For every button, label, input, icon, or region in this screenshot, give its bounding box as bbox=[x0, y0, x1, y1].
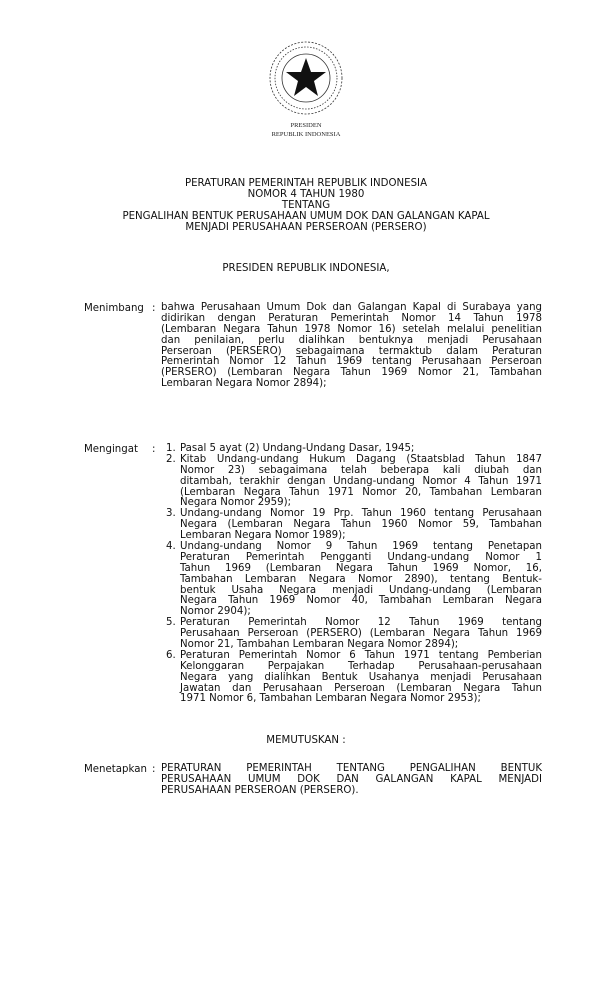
text-line: (Lembaran Negara Tahun 1978 Nomor 16) setelah melalui penelitian bbox=[161, 323, 542, 335]
text-line: Peraturan Pemerintah Nomor 6 Tahun 1971 tentang Pemberian bbox=[180, 649, 542, 661]
text-line: (Lembaran Negara Tahun 1971 Nomor 20, Tambahan Lembaran bbox=[180, 486, 542, 498]
text-line: ditambah, terakhir dengan Undang-undang Nomor 4 Tahun 1971 bbox=[180, 475, 542, 487]
text-line: Peraturan Pemerintah Nomor 12 Tahun 1969 tentang bbox=[180, 617, 542, 629]
seal-caption bbox=[0, 121, 612, 139]
text-line: (PERSERO) (Lembaran Negara Tahun 1969 Nomor 21, Tambahan bbox=[161, 367, 542, 379]
text-line: Perusahaan Perseroan (PERSERO) (Lembaran Negara Tahun 1969 bbox=[180, 628, 542, 640]
text-line: Negara Tahun 1969 Nomor 40, Tambahan Lembaran Negara bbox=[180, 595, 542, 607]
text-line: Perseroan (PERSERO) sebagaimana termaktub dalam Peraturan bbox=[161, 345, 542, 357]
list-number: 4. bbox=[166, 541, 176, 553]
text-line: Lembaran Negara Nomor 2894); bbox=[161, 378, 327, 390]
seal-line-1: PRESIDEN bbox=[290, 122, 322, 129]
text-line: Pasal 5 ayat (2) Undang-Undang Dasar, 1945; bbox=[180, 443, 415, 454]
mengingat-list bbox=[161, 444, 542, 705]
list-item bbox=[161, 509, 542, 542]
list-number: 3. bbox=[166, 508, 176, 520]
text-line: Nomor 21, Tambahan Lembaran Negara Nomor 2894); bbox=[180, 639, 459, 651]
menetapkan-text bbox=[161, 764, 542, 797]
title-line: NOMOR 4 TAHUN 1980 bbox=[247, 189, 365, 200]
memutuskan-heading: MEMUTUSKAN : bbox=[266, 735, 346, 746]
text-line: Negara Nomor 2959); bbox=[180, 497, 292, 509]
text-line: Lembaran Negara Nomor 1989); bbox=[180, 530, 346, 542]
garuda-emblem-icon bbox=[266, 38, 346, 118]
title-line: PERATURAN PEMERINTAH REPUBLIK INDONESIA bbox=[184, 178, 428, 189]
list-item bbox=[161, 651, 542, 705]
text-line: 1971 Nomor 6, Tambahan Lembaran Negara Nomor 2953); bbox=[180, 693, 481, 705]
text-line: bahwa Perusahaan Umum Dok dan Galangan Kapal di Surabaya yang bbox=[161, 302, 542, 313]
text-line: Jawatan dan Perusahaan Perseroan (Lembaran Negara Tahun bbox=[180, 682, 542, 694]
text-line: didirikan dengan Peraturan Pemerintah Nomor 14 Tahun 1978 bbox=[161, 312, 542, 324]
text-line: Nomor 23) sebagaimana telah beberapa kali diubah dan bbox=[180, 464, 542, 476]
text-line: PERATURAN PEMERINTAH TENTANG PENGALIHAN BENTUK bbox=[161, 763, 542, 774]
text-line: Kelonggaran Perpajakan Terhadap Perusahaan-perusahaan bbox=[180, 660, 542, 672]
menetapkan-colon: : bbox=[152, 764, 156, 775]
text-line: Tambahan Lembaran Negara Nomor 2890), tentang Bentuk- bbox=[180, 573, 542, 585]
president-heading: PRESIDEN REPUBLIK INDONESIA, bbox=[222, 263, 390, 274]
title-line: MENJADI PERUSAHAAN PERSEROAN (PERSERO) bbox=[185, 222, 427, 233]
text-line: Pemerintah Nomor 12 Tahun 1969 tentang Perusahaan Perseroan bbox=[161, 356, 542, 368]
list-item bbox=[161, 542, 542, 618]
title-line: PENGALIHAN BENTUK PERUSAHAAN UMUM DOK DAN GALANGAN KAPAL bbox=[122, 211, 490, 222]
text-line: PERUSAHAAN UMUM DOK DAN GALANGAN KAPAL MENJADI bbox=[161, 773, 542, 785]
document-title bbox=[0, 178, 612, 233]
text-line: Negara (Lembaran Negara Tahun 1960 Nomor 59, Tambahan bbox=[180, 519, 542, 531]
text-line: dan penilaian, perlu dialihkan bentuknya menjadi Perusahaan bbox=[161, 334, 542, 346]
mengingat-colon: : bbox=[152, 444, 156, 455]
list-item bbox=[161, 618, 542, 651]
text-line: Negara yang dialihkan Bentuk Usahanya menjadi Perusahaan bbox=[180, 671, 542, 683]
text-line: bentuk Usaha Negara menjadi Undang-undang (Lembaran bbox=[180, 584, 542, 596]
text-line: Tahun 1969 (Lembaran Negara Tahun 1969 Nomor, 16, bbox=[180, 562, 542, 574]
text-line: Peraturan Pemerintah Pengganti Undang-undang Nomor 1 bbox=[180, 551, 542, 563]
list-item bbox=[161, 455, 542, 509]
mengingat-label: Mengingat bbox=[84, 444, 138, 455]
list-number: 1. bbox=[166, 443, 176, 454]
text-line: Undang-undang Nomor 19 Prp. Tahun 1960 tentang Perusahaan bbox=[180, 508, 542, 520]
seal-line-2: REPUBLIK INDONESIA bbox=[271, 131, 341, 138]
list-number: 6. bbox=[166, 649, 176, 661]
text-line: Kitab Undang-undang Hukum Dagang (Staatsblad Tahun 1847 bbox=[180, 453, 542, 465]
text-line: Nomor 2904); bbox=[180, 606, 251, 618]
text-line: PERUSAHAAN PERSEROAN (PERSERO). bbox=[161, 784, 359, 796]
menetapkan-label: Menetapkan bbox=[84, 764, 147, 775]
list-number: 5. bbox=[166, 617, 176, 629]
text-line: Undang-undang Nomor 9 Tahun 1969 tentang Penetapan bbox=[180, 541, 542, 553]
title-line: TENTANG bbox=[281, 200, 331, 211]
menimbang-text bbox=[161, 303, 542, 390]
menimbang-label: Menimbang bbox=[84, 303, 144, 314]
list-number: 2. bbox=[166, 453, 176, 465]
menimbang-colon: : bbox=[152, 303, 156, 314]
